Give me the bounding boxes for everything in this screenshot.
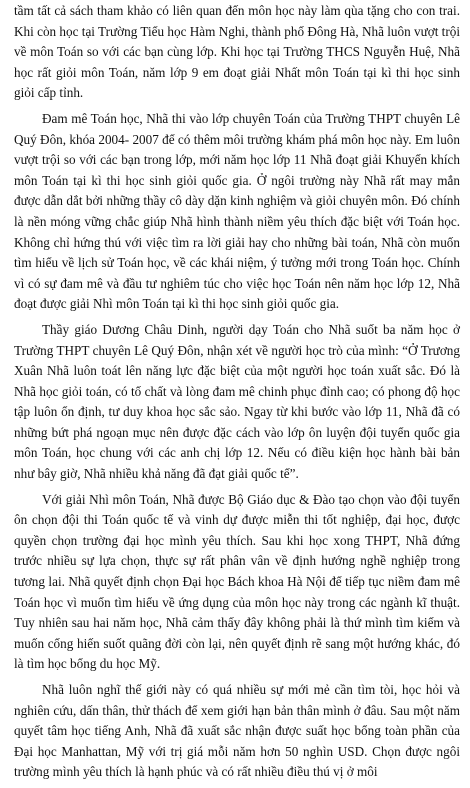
paragraph-5: Nhã luôn nghĩ thế giới này có quá nhiều sự mới mẻ cần tìm tòi, học hỏi và nghiên cứu, dấn thân, thử thách để xem giới hạn bản thân mình ở đâu. Sau một năm quyết tâm học tiếng Anh, Nhã đã xuất sắc nhận được suất học bổng toàn phần của Đại học Manhattan, Mỹ với trị giá mỗi năm hơn 50 nghìn USD. Chọn được ngôi trường mình yêu thích là hạnh phúc và có rất nhiều điều thú vị ở môi xyxy=(14,682,460,780)
paragraph-2: Đam mê Toán học, Nhã thi vào lớp chuyên Toán của Trường THPT chuyên Lê Quý Đôn, khóa 2004- 2007 để có thêm môi trường khám phá môn học này. Em luôn vượt trội so với các bạn trong lớp, mới năm học lớp 11 Nhã đoạt giải Khuyến khích môn Toán tại kì thi học sinh giỏi quốc gia. Ở ngôi trường này Nhã rất may mắn được dẫn dắt bởi những thầy cô dày dặn kinh nghiệm và giỏi chuyên môn. Đó chính là nền móng vững chắc giúp Nhã hình thành niềm yêu thích đặc biệt với Toán học. Không chỉ hứng thú với việc tìm ra lời giải hay cho những bài toán, Nhã còn muốn tìm hiểu về lịch sử Toán học, về các khái niệm, ý tưởng mới trong Toán học. Chính vì có sự đam mê và đầu tư nghiêm túc cho việc học Toán nên năm học lớp 12, Nhã đoạt được giải Nhì môn Toán tại kì thi học sinh giỏi quốc gia. xyxy=(14,110,460,312)
paragraph-3: Thầy giáo Dương Châu Dinh, người dạy Toán cho Nhã suốt ba năm học ở Trường THPT chuyên Lê Quý Đôn, nhận xét về người học trò của mình: “Ở Trương Xuân Nhã luôn toát lên năng lực đặc biệt của một người học toán xuất sắc. Đó là Nhã học giỏi toán, có tố chất và lòng đam mê chinh phục đỉnh cao; có phong độ học tập luôn ổn định, tư duy khoa học sắc sảo. Ngay từ khi bước vào lớp 11, Nhã đã có những bứt phá ngoạn mục nên được đặc cách vào lớp ôn luyện đội tuyển quốc gia môn Toán, học chung với các anh chị lớp 12. Nếu có điều kiện học hành bài bản như bây giờ, Nhã nhiều khả năng đã đạt giải quốc tế”. xyxy=(14,321,460,482)
paragraph-1: tầm tất cả sách tham khảo có liên quan đến môn học này làm qùa tặng cho con trai. Khi còn học tại Trường Tiểu học Hàm Nghi, thành phố Đông Hà, Nhã luôn vượt trội về môn Toán so với các bạn cùng lớp. Khi học tại Trường THCS Nguyễn Huệ, Nhã học rất giỏi môn Toán, năm lớp 9 em đoạt giải Nhất môn Toán tại kì thi học sinh giỏi cấp tỉnh. xyxy=(14,3,460,101)
paragraph-4: Với giải Nhì môn Toán, Nhã được Bộ Giáo dục & Đào tạo chọn vào đội tuyển ôn chọn đội thi Toán quốc tế và vinh dự được miễn thi tốt nghiệp, đại học, được quyền chọn trường đại học mình yêu thích. Sau khi học xong THPT, Nhã đứng trước nhiều sự lựa chọn, thực sự rất phân vân về định hướng nghề nghiệp trong tương lai. Nhã quyết định chọn Đại học Bách khoa Hà Nội để tiếp tục niềm đam mê Toán học vì muốn tìm hiểu về ứng dụng của môn học này trong các ngành kĩ thuật. Tuy nhiên sau hai năm học, Nhã cảm thấy đây không phải là thứ mình tìm kiếm và muốn cống hiến suốt quãng đời còn lại, nên quyết định rẽ sang một hướng khác, đó là tìm học bổng du học Mỹ. xyxy=(14,491,460,672)
document-page xyxy=(14,0,460,788)
